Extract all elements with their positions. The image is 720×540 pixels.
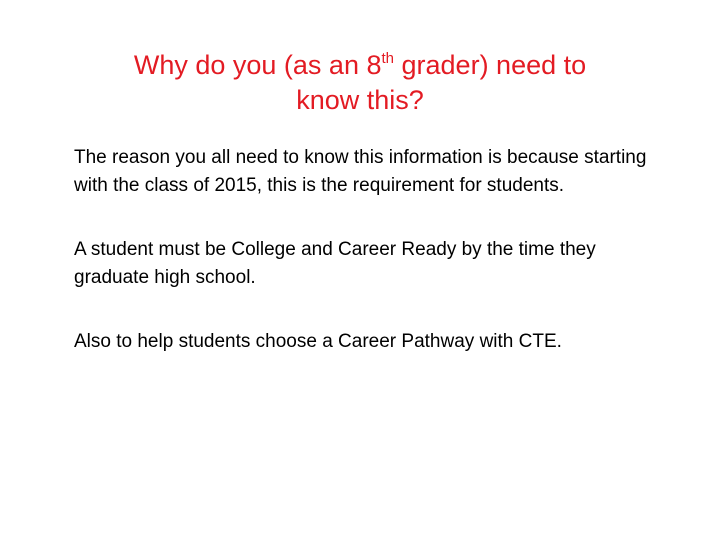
paragraph-reason: The reason you all need to know this information is because starting with the class of 2015, this is the requirement for students.	[74, 147, 647, 196]
paragraph-career-pathway: Also to help students choose a Career Pathway with CTE.	[74, 331, 562, 352]
slide-body	[74, 144, 674, 392]
title-superscript: th	[381, 50, 395, 67]
title-part-1: Why do you (as an 8	[133, 50, 382, 80]
paragraph-college-career-ready: A student must be College and Career Ready by the time they graduate high school.	[74, 239, 596, 288]
title-part-2: grader) need to	[394, 50, 587, 80]
title-line-2: know this?	[296, 85, 424, 115]
slide-title	[60, 48, 660, 118]
